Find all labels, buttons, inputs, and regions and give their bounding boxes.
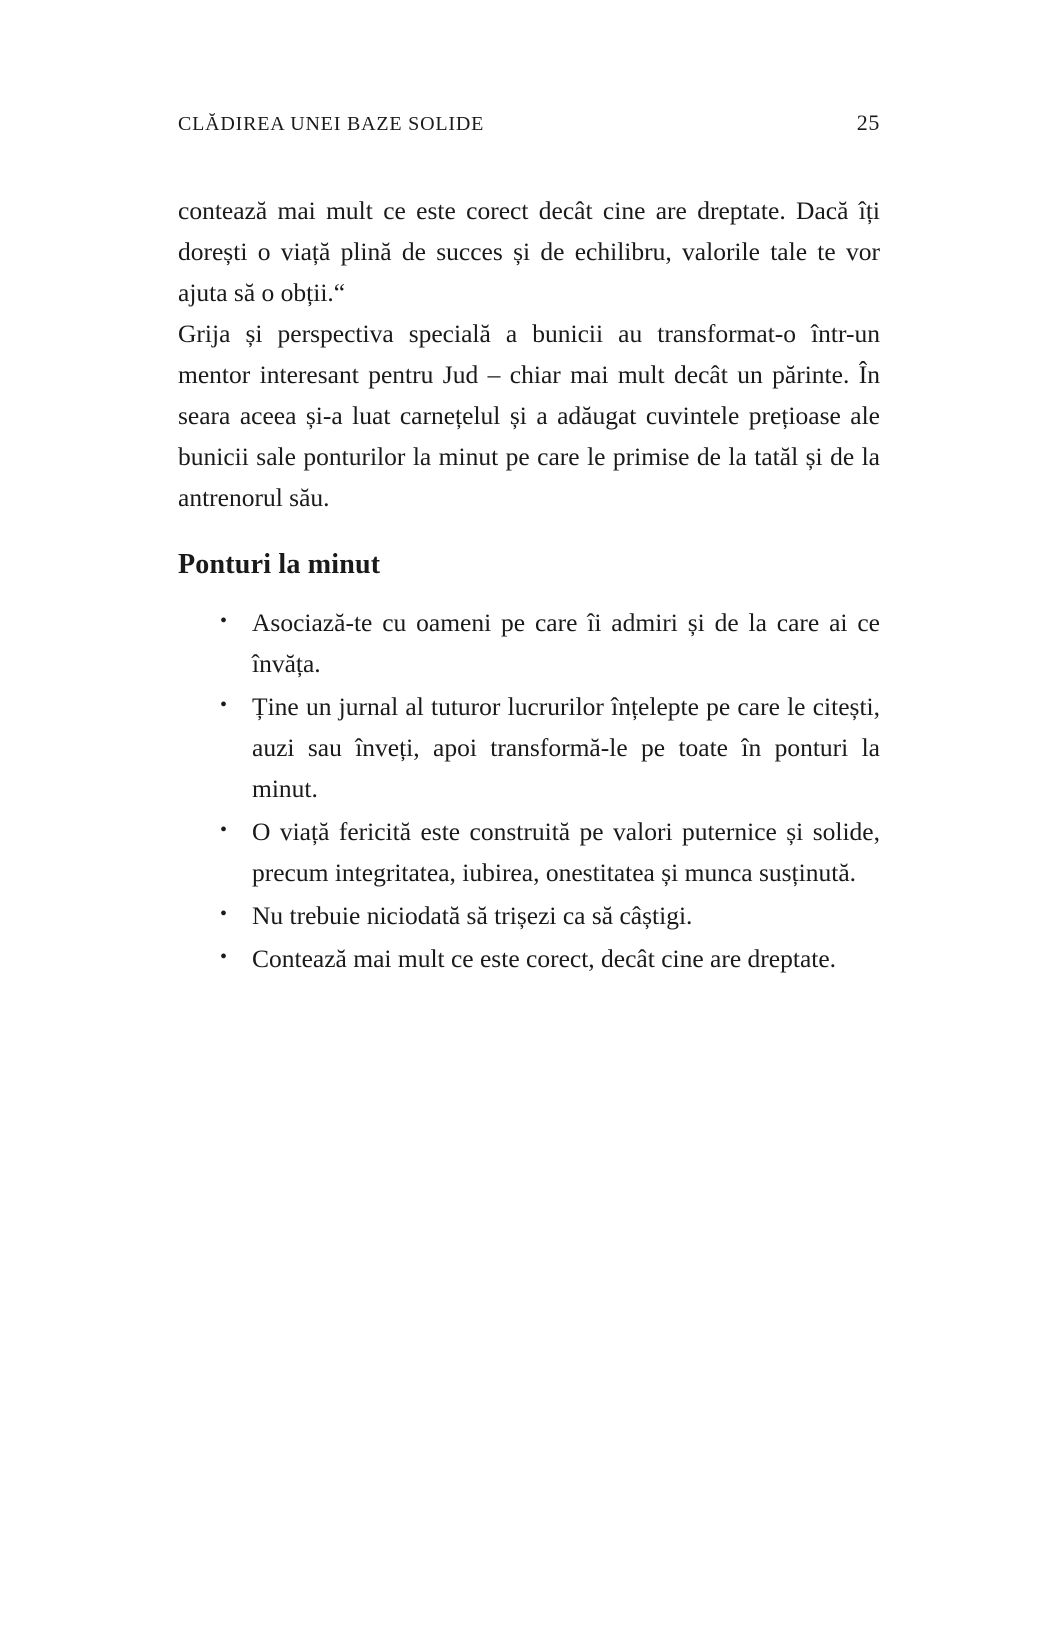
- page-content: [178, 110, 880, 979]
- list-item-text: Asociază-te cu oameni pe care îi admiri și de la care ai ce învăța.: [252, 608, 880, 678]
- list-item-text: Contează mai mult ce este corect, decât cine are dreptate.: [252, 944, 837, 973]
- tips-list: [178, 602, 880, 979]
- bullet-icon: •: [220, 610, 228, 632]
- bullet-icon: •: [220, 946, 228, 968]
- paragraph-2: Grija și perspectiva specială a bunicii au transformat-o într-un mentor interesant pentru Jud – chiar mai mult decât un părinte. În seara aceea și-a luat carnețelul și a adăugat cuvintele prețioase ale bunicii sale ponturilor la minut pe care le primise de la tatăl și de la antrenorul său.: [178, 319, 880, 512]
- list-item: [220, 811, 880, 893]
- bullet-icon: •: [220, 819, 228, 841]
- list-item: [220, 895, 880, 936]
- list-item: [220, 686, 880, 809]
- running-head: [178, 110, 880, 136]
- list-item-text: O viață fericită este construită pe valori puternice și solide, precum integritatea, iubirea, onestitatea și munca susținută.: [252, 817, 880, 887]
- bullet-icon: •: [220, 903, 228, 925]
- list-item: [220, 602, 880, 684]
- page-number: 25: [856, 110, 880, 135]
- section-heading: Ponturi la minut: [178, 549, 381, 580]
- paragraph-1: contează mai mult ce este corect decât cine are dreptate. Dacă îți dorești o viață plină de succes și de echilibru, valorile tale te vor ajuta să o obții.“: [178, 196, 880, 307]
- bullet-icon: •: [220, 694, 228, 716]
- list-item-text: Nu trebuie niciodată să trișezi ca să câștigi.: [252, 901, 693, 930]
- running-title: CLĂDIREA UNEI BAZE SOLIDE: [178, 113, 485, 135]
- list-item: [220, 938, 880, 979]
- list-item-text: Ține un jurnal al tuturor lucrurilor înțelepte pe care le citești, auzi sau înveți, apoi transformă-le pe toate în ponturi la minut.: [252, 692, 880, 803]
